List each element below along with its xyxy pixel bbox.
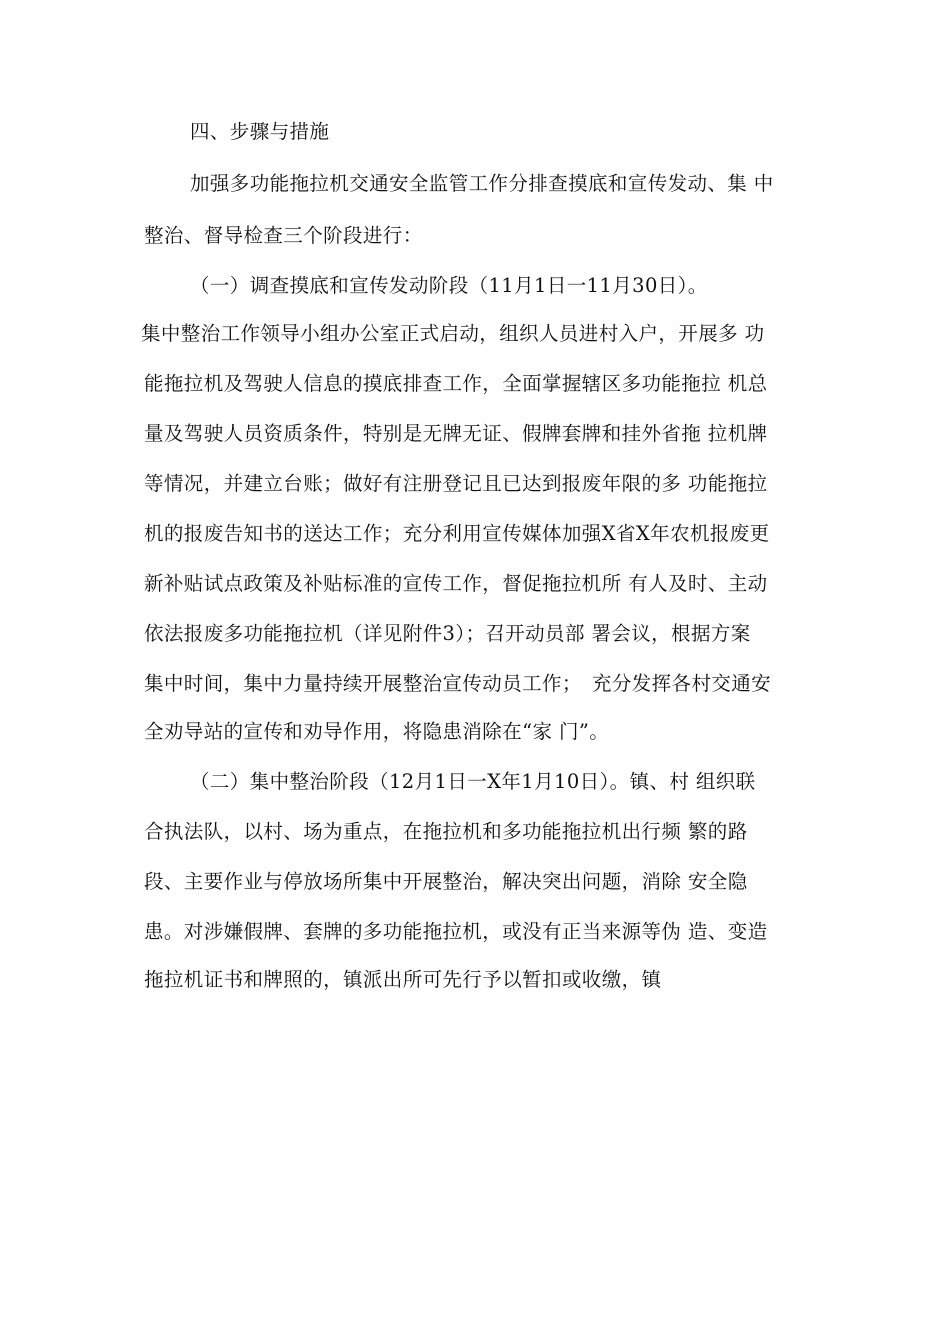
paragraph-line: 合执法队，以村、场为重点，在拖拉机和多功能拖拉机出行频 繁的路 — [144, 820, 748, 843]
paragraph-line: 全劝导站的宣传和劝导作用，将隐患消除在“家 门”。 — [144, 720, 610, 743]
paragraph-line: 等情况，并建立台账；做好有注册登记且已达到报废年限的多 功能拖拉 — [144, 472, 768, 495]
paragraph-line: 机的报废告知书的送达工作；充分利用宣传媒体加强X省X年农机报废更 — [144, 522, 770, 545]
subsection-heading: （二）集中整治阶段（12月1日一X年1月10日）。镇、村 组织联 — [190, 770, 756, 793]
paragraph-line: 整治、督导检查三个阶段进行： — [144, 224, 423, 247]
paragraph-line: 拖拉机证书和牌照的，镇派出所可先行予以暂扣或收缴，镇 — [144, 968, 662, 991]
paragraph-line: 段、主要作业与停放场所集中开展整治，解决突出问题，消除 安全隐 — [144, 870, 748, 893]
paragraph-line: 集中整治工作领导小组办公室正式启动，组织人员进村入户，开展多 功 — [141, 322, 765, 345]
section-heading: 四、步骤与措施 — [190, 120, 330, 143]
paragraph-line: 依法报废多功能拖拉机（详见附件3）；召开动员部 署会议，根据方案 — [144, 622, 751, 645]
subsection-heading: （一）调查摸底和宣传发动阶段（11月1日一11月30日）。 — [190, 274, 708, 297]
paragraph-line: 患。对涉嫌假牌、套牌的多功能拖拉机，或没有正当来源等伪 造、变造 — [144, 920, 768, 943]
paragraph-line: 加强多功能拖拉机交通安全监管工作分排查摸底和宣传发动、集 中 — [190, 172, 774, 195]
paragraph-line: 能拖拉机及驾驶人信息的摸底排查工作，全面掌握辖区多功能拖拉 机总 — [144, 372, 768, 395]
paragraph-line: 集中时间，集中力量持续开展整治宣传动员工作； 充分发挥各村交通安 — [144, 672, 772, 695]
paragraph-line: 量及驾驶人员资质条件，特别是无牌无证、假牌套牌和挂外省拖 拉机牌 — [144, 422, 768, 445]
paragraph-line: 新补贴试点政策及补贴标准的宣传工作，督促拖拉机所 有人及时、主动 — [144, 572, 768, 595]
